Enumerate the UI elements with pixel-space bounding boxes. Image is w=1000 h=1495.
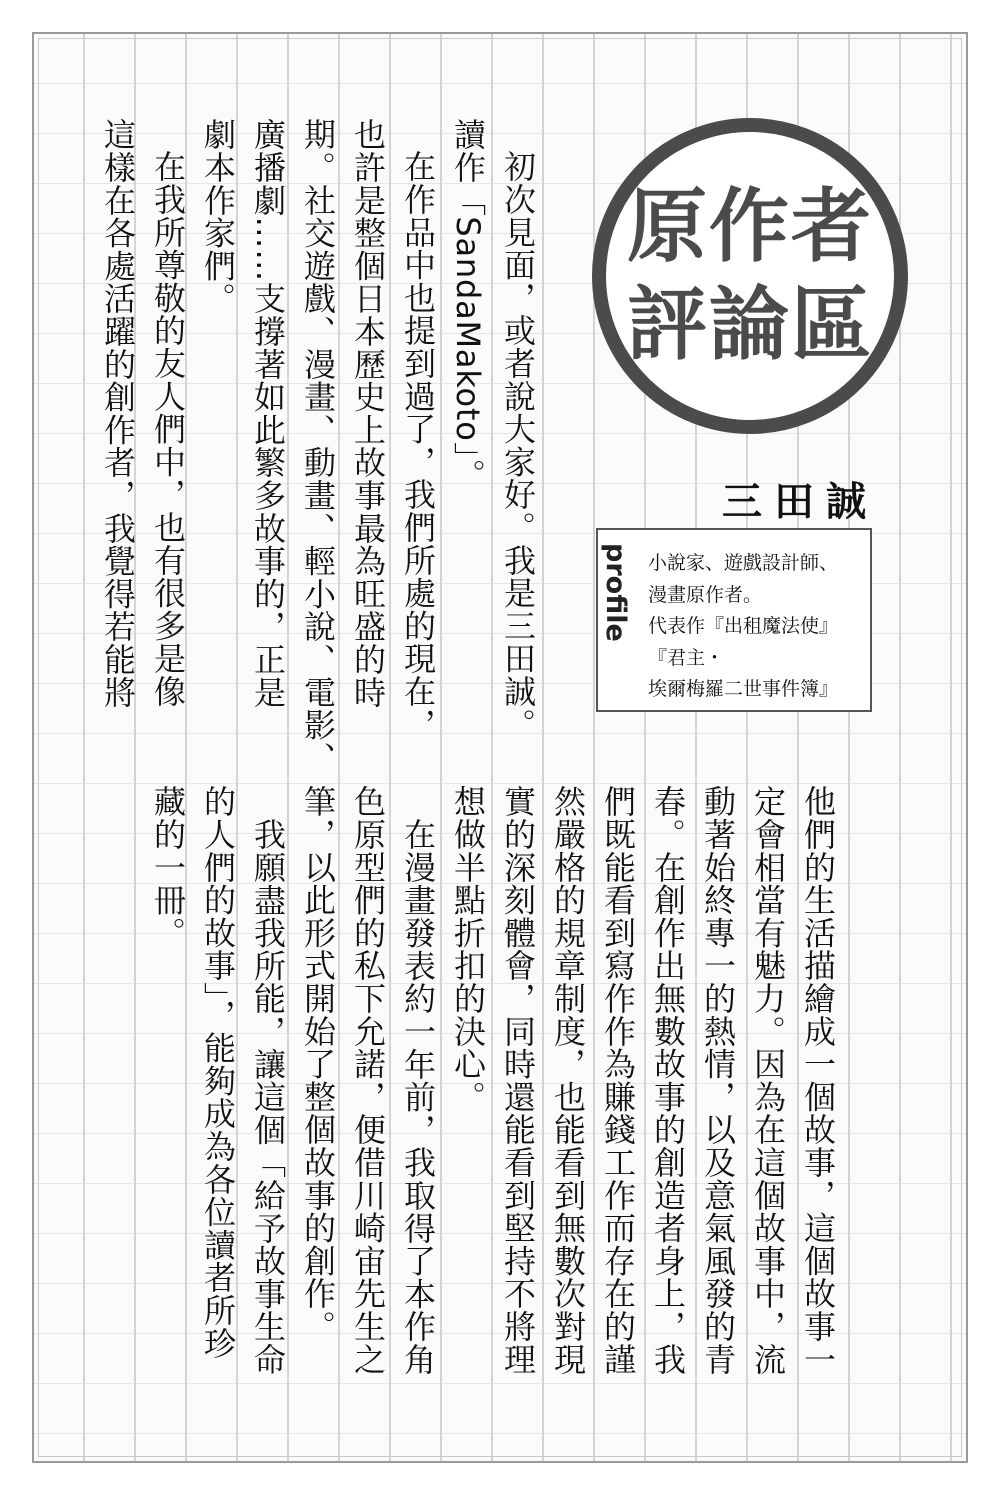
text-column: 初次見面，或者說大家好。我是三田誠。 bbox=[499, 150, 537, 741]
text-column: 筆，以此形式開始了整個故事的創作。 bbox=[299, 785, 337, 1343]
text-column: 廣播劇……支撐著如此繁多故事的，正是 bbox=[249, 118, 287, 709]
text-column: 在作品中也提到過了，我們所處的現在， bbox=[399, 150, 437, 741]
text-column: 色原型們的私下允諾，便借川崎宙先生之 bbox=[349, 785, 387, 1376]
text-column: 也許是整個日本歷史上故事最為旺盛的時 bbox=[349, 118, 387, 709]
text-column: 的人們的故事」，能夠成為各位讀者所珍 bbox=[199, 785, 237, 1360]
profile-line: 漫畫原作者。 bbox=[648, 583, 763, 606]
text-column: 春。在創作出無數故事的創造者身上，我 bbox=[649, 785, 687, 1376]
author-name: 三田誠 bbox=[722, 479, 878, 525]
text-column: 他們的生活描繪成一個故事，這個故事一 bbox=[799, 785, 837, 1376]
text-column: 們既能看到寫作作為賺錢工作而存在的謹 bbox=[599, 785, 637, 1376]
text-column: 然嚴格的規章制度，也能看到無數次對現 bbox=[549, 785, 587, 1376]
text-column: 在漫畫發表約一年前，我取得了本作角 bbox=[399, 818, 437, 1376]
text-column: 動著始終專一的熱情，以及意氣風發的青 bbox=[699, 785, 737, 1376]
text-column: 想做半點折扣的決心。 bbox=[449, 785, 487, 1113]
heading-line-2: 評論區 bbox=[627, 278, 873, 371]
text-column: 讀作「SandaMakoto」。 bbox=[449, 118, 487, 492]
text-column: 這樣在各處活躍的創作者，我覺得若能將 bbox=[99, 118, 137, 709]
text-column: 在我所尊敬的友人們中，也有很多是像 bbox=[149, 150, 187, 708]
heading-line-1: 原作者 bbox=[627, 180, 873, 274]
profile-text bbox=[648, 548, 838, 706]
text-column: 藏的一冊。 bbox=[149, 785, 187, 949]
text-column: 定會相當有魅力。因為在這個故事中，流 bbox=[749, 785, 787, 1376]
profile-line: 代表作『出租魔法使』 bbox=[648, 615, 839, 637]
profile-line: 『君主・ bbox=[648, 646, 725, 669]
profile-line: 埃爾梅羅二世事件簿』 bbox=[648, 678, 839, 700]
text-column: 劇本作家們。 bbox=[199, 118, 237, 315]
text-column: 實的深刻體會，同時還能看到堅持不將理 bbox=[499, 785, 537, 1376]
profile-line: 小說家、遊戲設計師、 bbox=[648, 552, 839, 574]
heading-stamp bbox=[592, 118, 908, 434]
text-column: 我願盡我所能，讓這個「給予故事生命 bbox=[249, 818, 287, 1376]
text-column: 期。社交遊戲、漫畫、動畫、輕小說、電影、 bbox=[299, 118, 337, 774]
profile-label: profile bbox=[600, 543, 631, 642]
